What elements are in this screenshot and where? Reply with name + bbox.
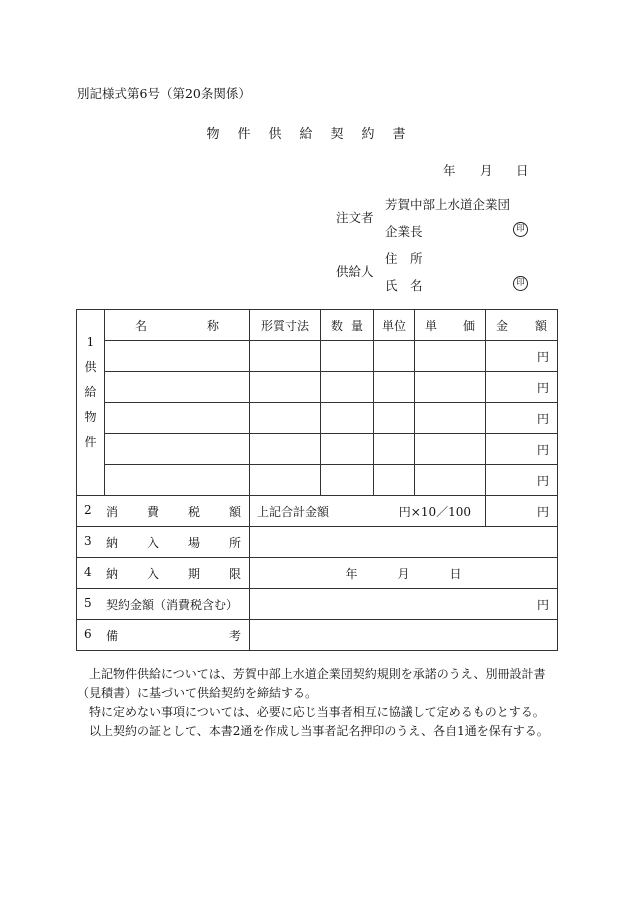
item-unit-cell[interactable] bbox=[374, 341, 415, 372]
item-unit-cell[interactable] bbox=[374, 465, 415, 496]
document-title: 物件供給契約書 bbox=[206, 127, 424, 142]
supplier-name-label: 氏 名 bbox=[385, 278, 423, 293]
form-number: 別記様式第6号（第20条関係） bbox=[77, 86, 251, 101]
contract-table bbox=[76, 309, 558, 651]
item-spec-cell[interactable] bbox=[250, 434, 321, 465]
header-quantity: 数 量 bbox=[321, 310, 374, 341]
item-spec-cell[interactable] bbox=[250, 465, 321, 496]
orderer-role: 企業長 bbox=[385, 224, 423, 239]
supplier-label: 供給人 bbox=[336, 264, 374, 279]
date-day-label: 日 bbox=[516, 163, 529, 178]
table-row bbox=[77, 465, 558, 496]
header-name: 名 称 bbox=[105, 310, 250, 341]
tax-amount-cell[interactable]: 円 bbox=[486, 496, 558, 527]
supplier-seal-mark: 印 bbox=[513, 276, 528, 291]
date-month-label: 月 bbox=[480, 163, 493, 178]
contract-amount-label: 5 契約金額（消費税含む） bbox=[77, 589, 250, 620]
remarks-label: 6 備 考 bbox=[77, 620, 250, 651]
supplier-address-label: 住 所 bbox=[385, 251, 423, 266]
delivery-deadline-label: 4 納 入 期 限 bbox=[77, 558, 250, 589]
item-qty-cell[interactable] bbox=[321, 372, 374, 403]
item-name-cell[interactable] bbox=[105, 434, 250, 465]
item-spec-cell[interactable] bbox=[250, 341, 321, 372]
item-price-cell[interactable] bbox=[415, 403, 486, 434]
item-unit-cell[interactable] bbox=[374, 403, 415, 434]
tax-row bbox=[77, 496, 558, 527]
remarks-row bbox=[77, 620, 558, 651]
item-price-cell[interactable] bbox=[415, 434, 486, 465]
orderer-seal-mark: 印 bbox=[513, 222, 528, 237]
item-name-cell[interactable] bbox=[105, 403, 250, 434]
item-qty-cell[interactable] bbox=[321, 403, 374, 434]
paragraph-3: 以上契約の証として、本書2通を作成し当事者記名押印のうえ、各自1通を保有する。 bbox=[89, 724, 549, 738]
item-spec-cell[interactable] bbox=[250, 403, 321, 434]
item-amount-cell[interactable]: 円 bbox=[486, 341, 558, 372]
item-amount-cell[interactable]: 円 bbox=[486, 372, 558, 403]
item-unit-cell[interactable] bbox=[374, 372, 415, 403]
contract-amount-value[interactable]: 円 bbox=[250, 589, 558, 620]
item-amount-cell[interactable]: 円 bbox=[486, 434, 558, 465]
item-amount-cell[interactable]: 円 bbox=[486, 403, 558, 434]
item-name-cell[interactable] bbox=[105, 341, 250, 372]
item-name-cell[interactable] bbox=[105, 372, 250, 403]
header-amount: 金 額 bbox=[486, 310, 558, 341]
contract-amount-row bbox=[77, 589, 558, 620]
item-price-cell[interactable] bbox=[415, 465, 486, 496]
tax-calculation: 上記合計金額 円×10／100 bbox=[250, 496, 486, 527]
remarks-value[interactable] bbox=[250, 620, 558, 651]
table-row bbox=[77, 403, 558, 434]
delivery-deadline-value[interactable]: 年 月 日 bbox=[250, 558, 558, 589]
date-year-label: 年 bbox=[443, 163, 456, 178]
orderer-label: 注文者 bbox=[336, 210, 374, 225]
item-price-cell[interactable] bbox=[415, 341, 486, 372]
item-qty-cell[interactable] bbox=[321, 341, 374, 372]
header-unit: 単位 bbox=[374, 310, 415, 341]
tax-label: 2 消 費 税 額 bbox=[77, 496, 250, 527]
item-name-cell[interactable] bbox=[105, 465, 250, 496]
item-price-cell[interactable] bbox=[415, 372, 486, 403]
item-spec-cell[interactable] bbox=[250, 372, 321, 403]
orderer-organization: 芳賀中部上水道企業団 bbox=[385, 197, 511, 212]
delivery-deadline-row bbox=[77, 558, 558, 589]
supply-items-section-label: 1 供 給 物 件 bbox=[77, 310, 105, 496]
header-spec: 形質寸法 bbox=[250, 310, 321, 341]
item-qty-cell[interactable] bbox=[321, 434, 374, 465]
item-qty-cell[interactable] bbox=[321, 465, 374, 496]
table-row bbox=[77, 372, 558, 403]
item-unit-cell[interactable] bbox=[374, 434, 415, 465]
item-amount-cell[interactable]: 円 bbox=[486, 465, 558, 496]
delivery-place-row bbox=[77, 527, 558, 558]
delivery-place-label: 3 納 入 場 所 bbox=[77, 527, 250, 558]
paragraph-1: 上記物件供給については、芳賀中部上水道企業団契約規則を承諾のうえ、別冊設計書（見積書）に基づいて供給契約を締結する。 bbox=[77, 667, 546, 700]
paragraph-2: 特に定めない事項については、必要に応じ当事者相互に協議して定めるものとする。 bbox=[89, 705, 545, 719]
delivery-place-value[interactable] bbox=[250, 527, 558, 558]
table-header-row bbox=[77, 310, 558, 341]
table-row bbox=[77, 341, 558, 372]
table-row bbox=[77, 434, 558, 465]
header-unit-price: 単 価 bbox=[415, 310, 486, 341]
